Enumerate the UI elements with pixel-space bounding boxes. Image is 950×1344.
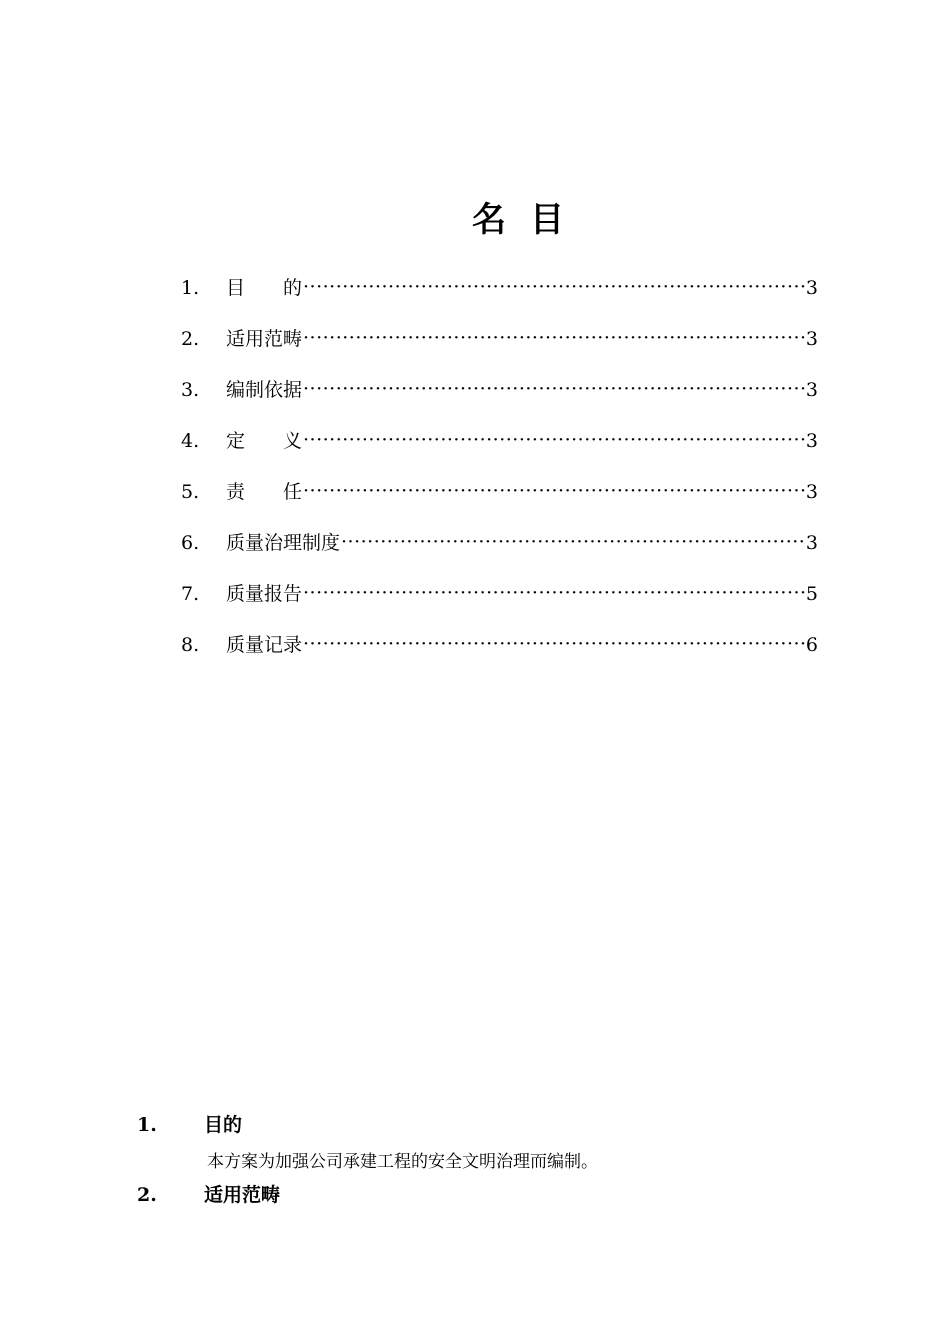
toc-entry-number: 6.	[181, 532, 200, 554]
toc-leader-dots	[303, 269, 805, 305]
section-number: 2.	[137, 1184, 157, 1206]
toc-leader-dots	[303, 371, 805, 407]
toc-entry-label: 定 义	[226, 430, 303, 452]
toc-entry[interactable]	[181, 423, 818, 474]
toc-leader-dots	[303, 575, 805, 611]
toc-entry-label: 适用范畴	[226, 328, 303, 350]
toc-leader-dots	[303, 422, 805, 458]
section-paragraph: 本方案为加强公司承建工程的安全文明治理而编制。	[207, 1152, 598, 1172]
toc-entry[interactable]	[181, 525, 818, 576]
toc-entry[interactable]	[181, 270, 818, 321]
toc-entry-number: 8.	[181, 634, 200, 656]
toc-entry[interactable]	[181, 474, 818, 525]
toc-entry-page: 3	[805, 379, 818, 401]
toc-entry-number: 7.	[181, 583, 200, 605]
toc-entry-label: 目 的	[226, 277, 303, 299]
toc-entry[interactable]	[181, 372, 818, 423]
toc-leader-dots	[303, 473, 805, 509]
toc-entry-page: 3	[805, 328, 818, 350]
section-1	[137, 1110, 598, 1172]
toc-entry-number: 1.	[181, 277, 200, 299]
toc-entry-page: 3	[805, 532, 818, 554]
toc-entry[interactable]	[181, 627, 818, 678]
section-heading	[137, 1180, 280, 1207]
toc-leader-dots	[341, 524, 805, 560]
toc-entry-page: 6	[805, 634, 818, 656]
toc-entry[interactable]	[181, 321, 818, 372]
table-of-contents	[181, 270, 818, 678]
toc-entry[interactable]	[181, 576, 818, 627]
toc-entry-label: 质量报告	[226, 583, 303, 605]
toc-title: 名目	[472, 200, 588, 240]
toc-entry-number: 5.	[181, 481, 200, 503]
section-title: 目的	[204, 1114, 243, 1136]
toc-entry-number: 2.	[181, 328, 200, 350]
section-2	[137, 1180, 280, 1207]
toc-entry-number: 3.	[181, 379, 200, 401]
section-title: 适用范畴	[204, 1184, 281, 1206]
toc-entry-page: 3	[805, 481, 818, 503]
toc-entry-page: 5	[805, 583, 818, 605]
toc-entry-label: 编制依据	[226, 379, 303, 401]
toc-entry-number: 4.	[181, 430, 200, 452]
toc-leader-dots	[303, 320, 805, 356]
toc-entry-page: 3	[805, 430, 818, 452]
section-number: 1.	[137, 1114, 157, 1136]
toc-entry-label: 质量治理制度	[226, 532, 341, 554]
section-heading	[137, 1110, 598, 1137]
toc-entry-label: 责 任	[226, 481, 303, 503]
toc-entry-page: 3	[805, 277, 818, 299]
toc-entry-label: 质量记录	[226, 634, 303, 656]
toc-leader-dots	[303, 626, 805, 662]
